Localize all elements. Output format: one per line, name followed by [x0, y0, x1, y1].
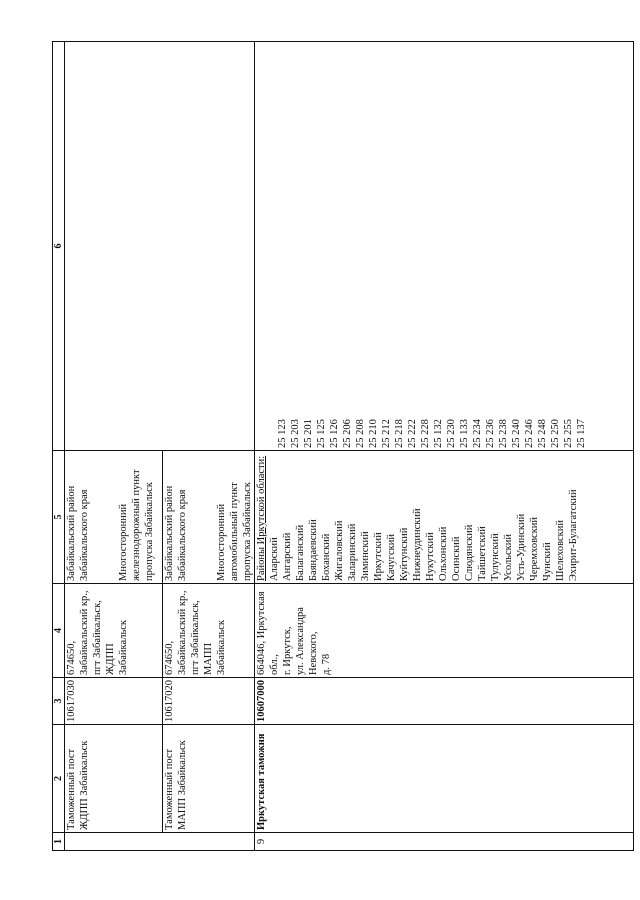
okato-code: 25 126 [329, 419, 340, 448]
address-line: 674650, Забайкальский кр., [66, 590, 90, 675]
spacer [189, 453, 215, 581]
okato-code: 25 236 [485, 419, 496, 448]
area-line: Иркутский [373, 532, 384, 581]
area-line: Куйтунский [399, 527, 410, 581]
okato-code: 25 212 [381, 419, 392, 448]
area-line: Шелеховский [555, 519, 566, 581]
row-index [65, 833, 163, 851]
address-line: д. 78 [321, 653, 332, 675]
okato-code: 25 201 [303, 419, 314, 448]
okato-code: 25 210 [368, 419, 379, 448]
okato-code: 25 123 [277, 419, 288, 448]
table-row [163, 42, 255, 851]
post-name: Иркутская таможня [255, 725, 634, 833]
okato-codes [65, 42, 163, 451]
post-address [255, 584, 634, 678]
row-index [163, 833, 255, 851]
area-line: Качугский [386, 534, 397, 581]
post-code: 10617030 [65, 678, 163, 725]
post-address [163, 584, 255, 678]
okato-code: 25 137 [576, 419, 587, 448]
address-line: пгт Забайкальск, [92, 600, 103, 675]
spacer [91, 453, 117, 581]
address-line: г. Иркутск, [282, 626, 293, 675]
area-line: Нукутский [425, 532, 436, 581]
area-line: Чунский [542, 542, 553, 581]
table-row [255, 42, 634, 851]
okato-code: 25 132 [433, 419, 444, 448]
column-number-row [53, 42, 65, 851]
area-line: Ангарский [282, 532, 293, 581]
okato-code: 25 228 [420, 419, 431, 448]
address-line: 674650, Забайкальский кр., [164, 590, 188, 675]
area-line: Тулунский [490, 533, 501, 581]
area-line: Ольхонский [438, 526, 449, 581]
customs-table [52, 41, 634, 851]
address-line: ул. Александра Невского, [295, 607, 319, 675]
area-line: Балаганский [295, 524, 306, 581]
area-line: Тайшетский [477, 526, 488, 581]
column-number: 6 [53, 42, 65, 451]
post-code: 10617020 [163, 678, 255, 725]
okato-code: 25 222 [407, 419, 418, 448]
okato-code: 25 240 [511, 419, 522, 448]
okato-code: 25 250 [550, 419, 561, 448]
area-line: Забайкальский район Забайкальского края [66, 485, 90, 581]
okato-code: 25 218 [394, 419, 405, 448]
area-line: Баяндаевский [308, 519, 319, 581]
area-line: Эхирит-Булагатский [568, 489, 579, 581]
okato-code: 25 208 [355, 419, 366, 448]
column-number: 1 [53, 833, 65, 851]
okato-code: 25 203 [290, 419, 301, 448]
area-line: Зиминский [360, 531, 371, 581]
post-address [65, 584, 163, 678]
okato-codes [163, 42, 255, 451]
okato-code: 25 230 [446, 419, 457, 448]
area-line: Многосторонний автомобильный пункт пропуска Забайкальск [216, 482, 253, 581]
okato-code: 25 133 [459, 419, 470, 448]
area-line: Нижнеудинский [412, 508, 423, 581]
okato-code: 25 234 [472, 419, 483, 448]
post-area [163, 451, 255, 584]
area-line: Забайкальский район Забайкальского края [164, 485, 188, 581]
okato-code: 25 238 [498, 419, 509, 448]
column-number: 5 [53, 451, 65, 584]
address-line: пгт Забайкальск, [190, 600, 201, 675]
column-number: 2 [53, 725, 65, 833]
areas-heading: Районы Иркутской области: [256, 455, 267, 581]
okato-code: 25 246 [524, 419, 535, 448]
okato-code: 25 248 [537, 419, 548, 448]
area-line: Жигаловский [334, 520, 345, 581]
address-line: 664046, Иркутская обл., [256, 591, 280, 675]
okato-codes [255, 42, 634, 451]
address-line: ЖДПП Забайкальск [105, 619, 129, 675]
area-line: Усольский [503, 534, 514, 581]
post-area [65, 451, 163, 584]
post-code: 10607000 [255, 678, 634, 725]
area-line: Аларский [269, 537, 280, 581]
okato-code: 25 206 [342, 419, 353, 448]
area-line: Усть-Удинский [516, 513, 527, 581]
table-row [65, 42, 163, 851]
rotated-table-container [52, 41, 634, 851]
row-index: 9 [255, 833, 634, 851]
area-line: Многосторонний железнодорожный пункт пропуска Забайкальск [118, 469, 155, 581]
okato-code: 25 125 [316, 419, 327, 448]
post-name: Таможенный пост МАПП Забайкальск [163, 725, 255, 833]
area-line: Заларинский [347, 523, 358, 581]
post-area [255, 451, 634, 584]
column-number: 4 [53, 584, 65, 678]
area-line: Слюдянский [464, 524, 475, 581]
column-number: 3 [53, 678, 65, 725]
area-line: Боханский [321, 533, 332, 581]
area-line: Осинский [451, 536, 462, 581]
post-name: Таможенный пост ЖДПП Забайкальск [65, 725, 163, 833]
okato-code: 25 255 [563, 419, 574, 448]
area-line: Черемховский [529, 516, 540, 581]
address-line: МАПП Забайкальск [203, 619, 227, 675]
